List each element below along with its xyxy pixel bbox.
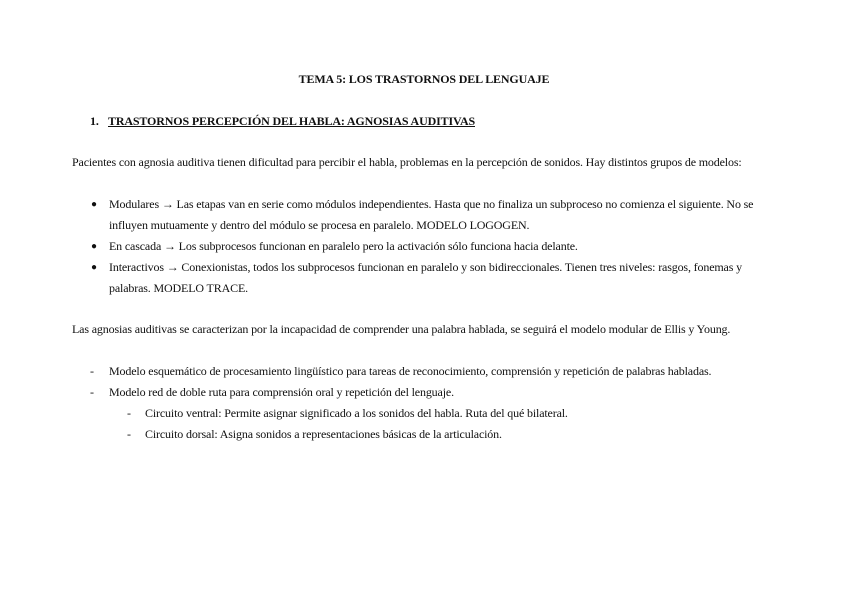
bullet-item-interactivos <box>0 257 774 299</box>
bullet-dot-icon: ● <box>91 199 97 210</box>
dash-marker: - <box>90 385 94 399</box>
dash-item-text: Modelo esquemático de procesamiento lingüístico para tareas de reconocimiento, comprensión y repetición de palabras habladas. <box>109 364 712 378</box>
bullet-text: En cascada → Los subprocesos funcionan en paralelo pero la activación sólo funciona hacia delante. <box>109 239 578 253</box>
bullet-dot-icon: ● <box>91 241 97 252</box>
model-dash-list <box>0 361 848 445</box>
dash-marker: - <box>90 364 94 378</box>
dash-marker: - <box>127 406 131 420</box>
model-bullet-list <box>0 194 848 299</box>
bullet-dot-icon: ● <box>91 262 97 273</box>
sub-item-text: Circuito ventral: Permite asignar significado a los sonidos del habla. Ruta del qué bilateral. <box>145 406 568 420</box>
bullet-text: Interactivos → Conexionistas, todos los subprocesos funcionan en paralelo y son bidireccionales. Tienen tres niveles: rasgos, fonemas y palabras. MODELO TRACE. <box>109 260 742 295</box>
sub-item-text: Circuito dorsal: Asigna sonidos a representaciones básicas de la articulación. <box>145 427 502 441</box>
bullet-item-cascada <box>0 236 774 257</box>
dash-item-text: Modelo red de doble ruta para comprensión oral y repetición del lenguaje. <box>109 385 454 399</box>
intro-paragraph: Pacientes con agnosia auditiva tienen dificultad para percibir el habla, problemas en la percepción de sonidos. Hay distintos grupos de modelos: <box>72 155 742 169</box>
dash-item-modelo-esquematico <box>0 361 848 382</box>
sub-item-circuito-ventral <box>0 403 848 424</box>
agnosias-paragraph: Las agnosias auditivas se caracterizan por la incapacidad de comprender una palabra hablada, se seguirá el modelo modular de Ellis y Young. <box>72 322 731 336</box>
section-number: 1. <box>90 114 99 128</box>
bullet-text: Modulares → Las etapas van en serie como módulos independientes. Hasta que no finaliza un subproceso no comienza el siguiente. No se influyen mutuamente y dentro del módulo se procesa en paralelo. MODELO LOGOGEN. <box>109 197 754 232</box>
sub-item-circuito-dorsal <box>0 424 848 445</box>
document-title: TEMA 5: LOS TRASTORNOS DEL LENGUAJE <box>298 72 550 86</box>
dash-item-modelo-red <box>0 382 848 403</box>
section-heading-text: TRASTORNOS PERCEPCIÓN DEL HABLA: AGNOSIAS AUDITIVAS <box>108 114 475 128</box>
section-heading <box>90 111 475 132</box>
bullet-item-modulares <box>0 194 774 236</box>
dash-marker: - <box>127 427 131 441</box>
